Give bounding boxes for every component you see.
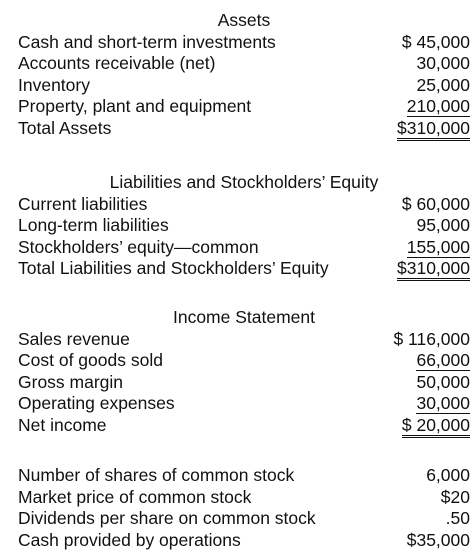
liabilities-row-label: Long-term liabilities — [18, 215, 169, 235]
income-row-value: 30,000 — [416, 393, 470, 413]
income-row-label: Operating expenses — [18, 393, 175, 413]
net-income-label: Net income — [18, 414, 107, 435]
income-row-value: 50,000 — [416, 371, 470, 392]
other-row-label: Dividends per share on common stock — [18, 508, 316, 528]
net-income-row — [18, 415, 470, 438]
assets-row-label: Cash and short-term investments — [18, 31, 276, 52]
liabilities-total-value: $310,000 — [397, 259, 470, 281]
other-row-label: Market price of common stock — [18, 486, 252, 507]
liabilities-row-value: 155,000 — [406, 236, 470, 257]
liabilities-row-label: Stockholders’ equity—common — [18, 236, 259, 257]
other-row — [18, 508, 470, 530]
assets-row-value: 210,000 — [406, 96, 470, 116]
assets-section — [18, 10, 470, 141]
income-row — [18, 372, 470, 394]
liabilities-total-row — [18, 258, 470, 281]
liabilities-row-label: Current liabilities — [18, 193, 148, 214]
liabilities-title: Liabilities and Stockholders’ Equity — [109, 172, 379, 192]
assets-row-value: 25,000 — [416, 74, 470, 95]
assets-row-value: $ 45,000 — [401, 31, 470, 52]
other-row-label: Number of shares of common stock — [18, 465, 295, 485]
other-row-value: .50 — [445, 508, 470, 528]
assets-row — [18, 75, 470, 97]
assets-row — [18, 96, 470, 118]
assets-total-row — [18, 118, 470, 141]
liabilities-row-value: $ 60,000 — [401, 193, 470, 214]
other-row-value: $20 — [440, 486, 470, 507]
other-row-value: 6,000 — [426, 465, 470, 485]
other-row — [18, 530, 470, 552]
other-row — [18, 465, 470, 487]
assets-row-label: Property, plant and equipment — [18, 96, 252, 116]
liabilities-section — [18, 172, 470, 281]
assets-title: Assets — [217, 10, 271, 30]
income-row-label: Sales revenue — [18, 328, 130, 349]
income-section — [18, 307, 470, 438]
liabilities-total-label: Total Liabilities and Stockholders’ Equity — [18, 258, 329, 278]
net-income-value: $ 20,000 — [402, 416, 470, 438]
liabilities-row — [18, 194, 470, 216]
assets-total-value: $310,000 — [397, 119, 470, 141]
other-row-value: $35,000 — [406, 529, 470, 550]
assets-total-label: Total Assets — [18, 117, 112, 138]
liabilities-row — [18, 237, 470, 259]
other-data-section — [18, 465, 470, 551]
income-row — [18, 393, 470, 415]
other-row-label: Cash provided by operations — [18, 529, 241, 550]
assets-row-label: Inventory — [18, 74, 90, 95]
liabilities-row — [18, 215, 470, 237]
income-row — [18, 329, 470, 351]
income-row-label: Cost of goods sold — [18, 350, 163, 370]
assets-row — [18, 32, 470, 54]
assets-row-value: 30,000 — [416, 53, 470, 73]
income-row-value: $ 116,000 — [393, 328, 470, 349]
liabilities-row-value: 95,000 — [416, 215, 470, 235]
assets-row — [18, 53, 470, 75]
other-row — [18, 487, 470, 509]
income-row-label: Gross margin — [18, 371, 124, 392]
assets-row-label: Accounts receivable (net) — [18, 53, 216, 73]
income-row — [18, 350, 470, 372]
income-row-value: 66,000 — [416, 350, 470, 370]
income-title: Income Statement — [172, 307, 316, 327]
